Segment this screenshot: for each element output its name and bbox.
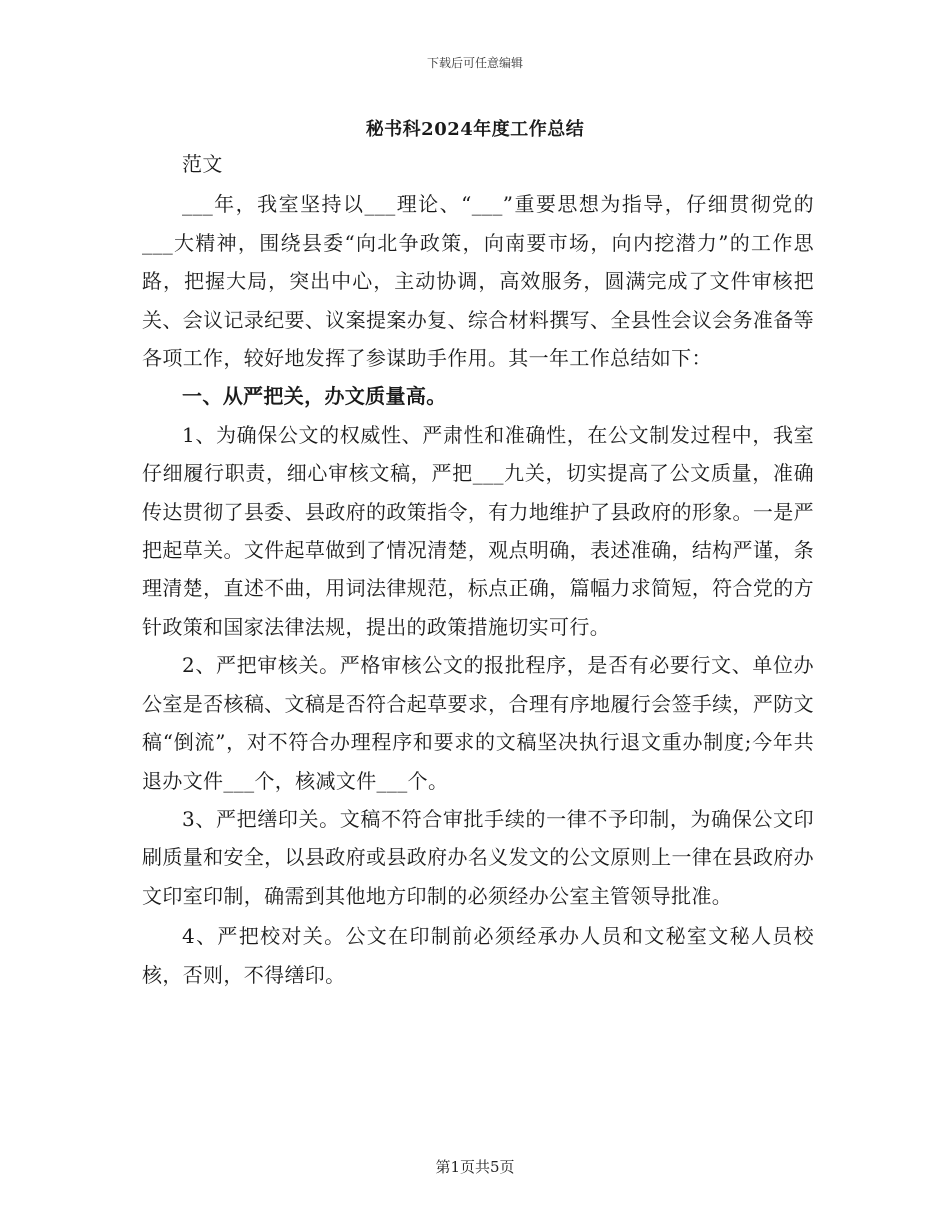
section-heading: 一、从严把关，办文质量高。 [182, 384, 447, 409]
item-1-paragraph: 1、为确保公文的权威性、严肃性和准确性，在公文制发过程中，我室仔细履行职责，细心审核文稿，严把___九关，切实提高了公文质量，准确传达贯彻了县委、县政府的政策指令，有力地维护了县政府的形象。一是严把起草关。文件起草做到了情况清楚，观点明确，表述准确，结构严谨，条理清楚，直述不曲，用词法律规范，标点正确，篇幅力求简短，符合党的方针政策和国家法律法规，提出的政策措施切实可行。 [142, 422, 814, 639]
header-note: 下载后可任意编辑 [426, 56, 523, 70]
document-title: 秘书科2024年度工作总结 [365, 119, 585, 140]
item-4-paragraph: 4、严把校对关。公文在印制前必须经承办人员和文秘室文秘人员校核，否则，不得缮印。 [142, 924, 814, 987]
item-2-paragraph: 2、严把审核关。严格审核公文的报批程序，是否有必要行文、单位办公室是否核稿、文稿是否符合起草要求，合理有序地履行会签手续，严防文稿“倒流”，对不符合办理程序和要求的文稿坚决执行退文重办制度;今年共退办文件___个，核减文件___个。 [142, 653, 814, 793]
page-number: 第1页共5页 [435, 1158, 515, 1176]
intro-paragraph: ___年，我室坚持以___理论、“___”重要思想为指导，仔细贯彻党的___大精神，围绕县委“向北争政策，向南要市场，向内挖潜力”的工作思路，把握大局，突出中心，主动协调，高效服务，圆满完成了文件审核把关、会议记录纪要、议案提案办复、综合材料撰写、全县性会议会务准备等各项工作，较好地发挥了参谋助手作用。其一年工作总结如下： [142, 192, 814, 371]
subtitle: 范文 [182, 152, 223, 176]
document-body [142, 145, 814, 994]
item-3-paragraph: 3、严把缮印关。文稿不符合审批手续的一律不予印制，为确保公文印刷质量和安全，以县政府或县政府办名义发文的公文原则上一律在县政府办文印室印制，确需到其他地方印制的必须经办公室主管领导批准。 [142, 806, 814, 908]
